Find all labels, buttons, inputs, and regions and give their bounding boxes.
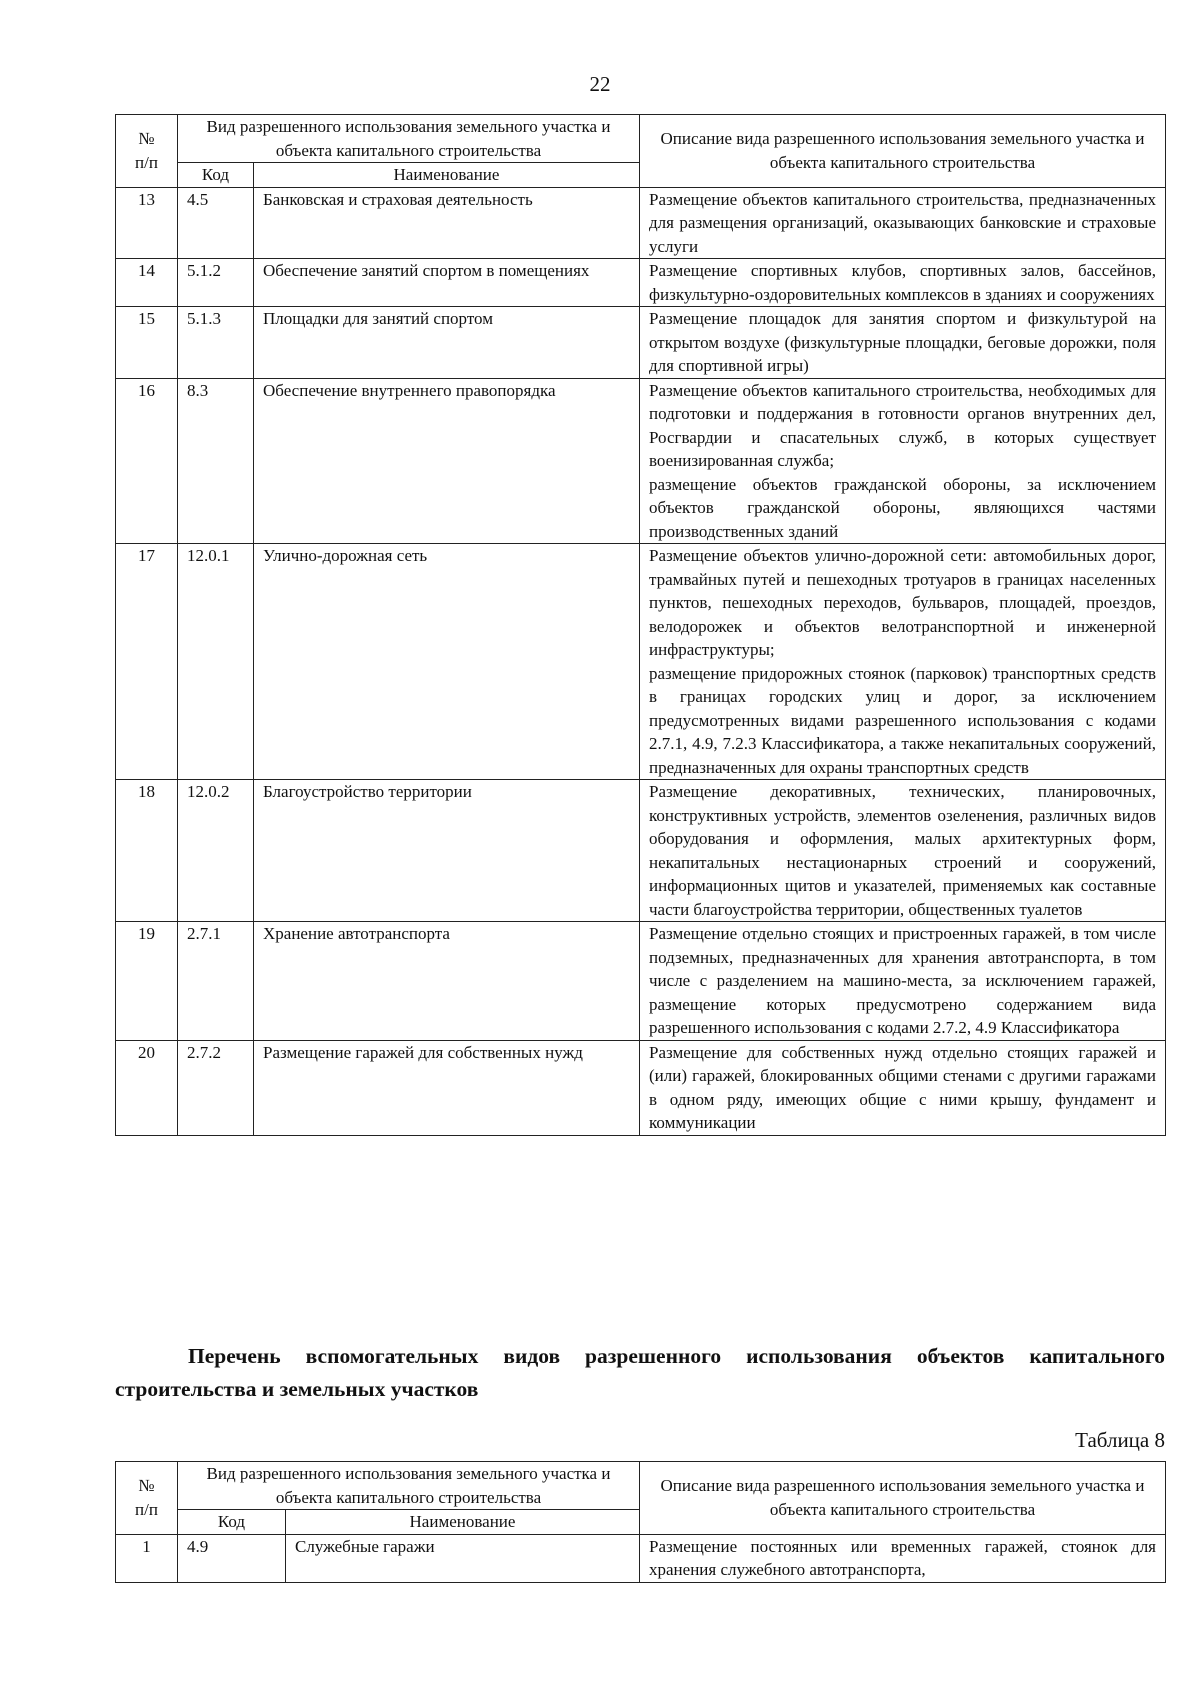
- description-paragraph: Размещение для собственных нужд отдельно стоящих гаражей и (или) гаражей, блокированных общими стенами с другими гаражами в одном ряду, имеющих общие с ними крышу, фундамент и коммуникации: [649, 1042, 1156, 1132]
- row-description: [640, 922, 1166, 1041]
- row-code: 2.7.2: [178, 1040, 254, 1135]
- row-number: 16: [116, 378, 178, 544]
- row-description: [640, 1534, 1166, 1582]
- row-name: Площадки для занятий спортом: [254, 307, 640, 379]
- table-body: [116, 1534, 1166, 1582]
- row-code: 8.3: [178, 378, 254, 544]
- row-number: 1: [116, 1534, 178, 1582]
- header-num: № п/п: [116, 115, 178, 188]
- table-body: [116, 187, 1166, 1135]
- row-name: Хранение автотранспорта: [254, 922, 640, 1041]
- row-number: 15: [116, 307, 178, 379]
- land-use-table: [115, 114, 1166, 1136]
- row-description: [640, 378, 1166, 544]
- header-description: Описание вида разрешенного использования земельного участка и объекта капитального строительства: [640, 1462, 1166, 1535]
- row-description: [640, 307, 1166, 379]
- row-code: 4.9: [178, 1534, 286, 1582]
- header-code: Код: [178, 1510, 286, 1535]
- description-paragraph: Размещение объектов улично-дорожной сети: автомобильных дорог, трамвайных путей и пешеходных тротуаров в границах населенных пунктов, пешеходных переходов, бульваров, площадей, проездов, велодорожек и объектов велотранспортной и инженерной инфраструктуры;: [649, 546, 1156, 659]
- description-paragraph: Размещение постоянных или временных гаражей, стоянок для хранения служебного автотранспорта,: [649, 1536, 1156, 1579]
- row-description: [640, 780, 1166, 922]
- table-row: [116, 1534, 1166, 1582]
- row-name: Обеспечение занятий спортом в помещениях: [254, 259, 640, 307]
- table-row: [116, 187, 1166, 259]
- row-description: [640, 544, 1166, 780]
- header-code: Код: [178, 163, 254, 188]
- row-description: [640, 187, 1166, 259]
- row-code: 2.7.1: [178, 922, 254, 1041]
- row-code: 5.1.2: [178, 259, 254, 307]
- table-row: [116, 922, 1166, 1041]
- table-row: [116, 780, 1166, 922]
- row-name: Обеспечение внутреннего правопорядка: [254, 378, 640, 544]
- description-paragraph: размещение придорожных стоянок (парковок) транспортных средств в границах городских улиц и дорог, за исключением предусмотренных видами разрешенного использования с кодами 2.7.1, 4.9, 7.2.3 Классификатора, а также некапитальных сооружений, предназначенных для охраны транспортных средств: [649, 663, 1156, 777]
- header-group: Вид разрешенного использования земельного участка и объекта капитального строительства: [178, 1462, 640, 1510]
- table-row: [116, 378, 1166, 544]
- page-number: 22: [589, 72, 611, 96]
- section-heading: Перечень вспомогательных видов разрешенного использования объектов капитального строительства и земельных участков: [115, 1344, 1165, 1401]
- row-code: 4.5: [178, 187, 254, 259]
- row-code: 12.0.1: [178, 544, 254, 780]
- row-number: 19: [116, 922, 178, 1041]
- description-paragraph: Размещение площадок для занятия спортом и физкультурой на открытом воздухе (физкультурные площадки, беговые дорожки, поля для спортивной игры): [649, 309, 1156, 375]
- row-number: 13: [116, 187, 178, 259]
- description-paragraph: Размещение спортивных клубов, спортивных залов, бассейнов, физкультурно-оздоровительных комплексов в зданиях и сооружениях: [649, 261, 1156, 304]
- row-name: Благоустройство территории: [254, 780, 640, 922]
- header-description: Описание вида разрешенного использования земельного участка и объекта капитального строительства: [640, 115, 1166, 188]
- row-name: Служебные гаражи: [286, 1534, 640, 1582]
- header-name: Наименование: [286, 1510, 640, 1535]
- row-number: 20: [116, 1040, 178, 1135]
- row-name: Банковская и страховая деятельность: [254, 187, 640, 259]
- table-row: [116, 1040, 1166, 1135]
- row-name: Улично-дорожная сеть: [254, 544, 640, 780]
- table-row: [116, 307, 1166, 379]
- row-code: 5.1.3: [178, 307, 254, 379]
- description-paragraph: Размещение объектов капитального строительства, предназначенных для размещения организаций, оказывающих банковские и страховые услуги: [649, 189, 1156, 256]
- header-group: Вид разрешенного использования земельного участка и объекта капитального строительства: [178, 115, 640, 163]
- header-name: Наименование: [254, 163, 640, 188]
- row-name: Размещение гаражей для собственных нужд: [254, 1040, 640, 1135]
- row-code: 12.0.2: [178, 780, 254, 922]
- row-number: 17: [116, 544, 178, 780]
- row-number: 18: [116, 780, 178, 922]
- table-row: [116, 544, 1166, 780]
- description-paragraph: размещение объектов гражданской обороны, за исключением объектов гражданской обороны, являющихся частями производственных зданий: [649, 474, 1156, 541]
- description-paragraph: Размещение отдельно стоящих и пристроенных гаражей, в том числе подземных, предназначенных для хранения автотранспорта, в том числе с разделением на машино-места, за исключением гаражей, размещение которых предусмотрено содержанием вида разрешенного использования с кодами 2.7.2, 4.9 Классификатора: [649, 924, 1156, 1037]
- row-number: 14: [116, 259, 178, 307]
- table-label: Таблица 8: [1075, 1428, 1165, 1452]
- header-num: № п/п: [116, 1462, 178, 1535]
- table-row: [116, 259, 1166, 307]
- row-description: [640, 259, 1166, 307]
- auxiliary-land-use-table: [115, 1461, 1166, 1583]
- row-description: [640, 1040, 1166, 1135]
- description-paragraph: Размещение декоративных, технических, планировочных, конструктивных устройств, элементов озеленения, различных видов оборудования и оформления, малых архитектурных форм, некапитальных нестационарных строений и сооружений, информационных щитов и указателей, применяемых как составные части благоустройства территории, общественных туалетов: [649, 782, 1156, 919]
- description-paragraph: Размещение объектов капитального строительства, необходимых для подготовки и поддержания в готовности органов внутренних дел, Росгвардии и спасательных служб, в которых существует военизированная служба;: [649, 380, 1156, 470]
